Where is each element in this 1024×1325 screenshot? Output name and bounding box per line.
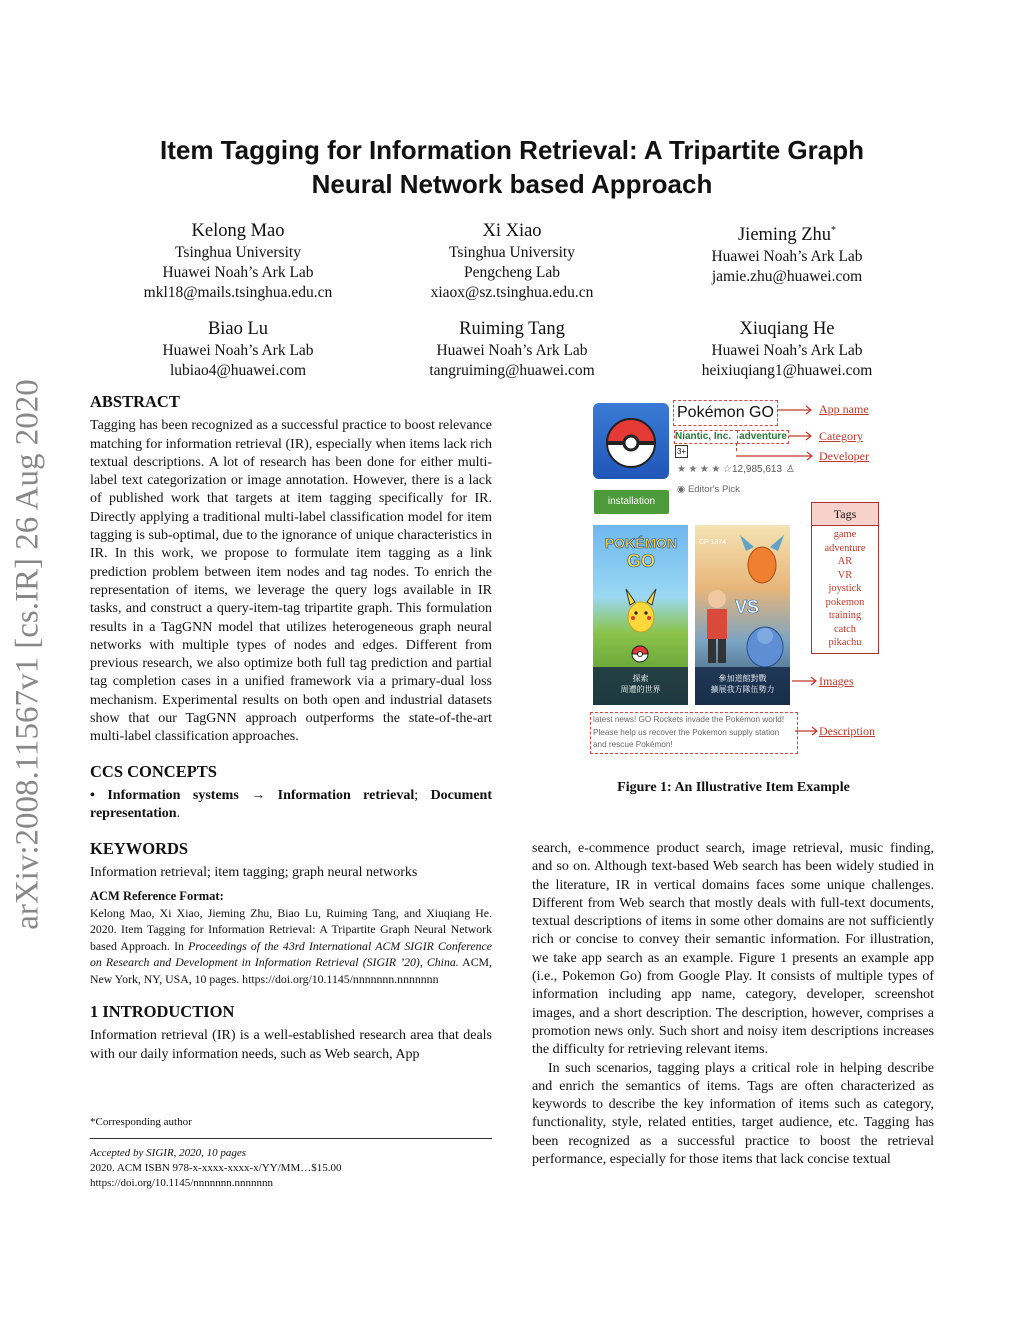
tag-item: training xyxy=(828,610,862,621)
author-affiliation: Huawei Noah’s Ark Lab xyxy=(711,342,863,359)
corresponding-mark: * xyxy=(831,225,836,236)
figure-caption: Figure 1: An Illustrative Item Example xyxy=(617,780,850,795)
author-name: Xi Xiao xyxy=(482,221,542,241)
tag-item: joystick xyxy=(828,583,862,594)
label-description: Description xyxy=(819,724,875,738)
author-affiliation: Tsinghua University xyxy=(175,244,301,261)
footnote-rule xyxy=(90,1138,492,1191)
author-affiliation: Tsinghua University xyxy=(449,244,575,261)
author-affiliation: Huawei Noah’s Ark Lab xyxy=(711,248,863,266)
author-affiliation: Pengcheng Lab xyxy=(464,264,560,281)
footnotes xyxy=(90,1115,492,1191)
label-category: Category xyxy=(819,429,863,443)
author-block xyxy=(108,219,368,303)
pokemon-go-logo: POKÉMON GO xyxy=(604,535,678,571)
corresponding-footnote: *Corresponding author xyxy=(90,1116,192,1128)
doi-note: https://doi.org/10.1145/nnnnnnn.nnnnnnn xyxy=(90,1177,274,1189)
author-name: Biao Lu xyxy=(207,319,269,339)
abstract-heading: ABSTRACT xyxy=(90,392,180,411)
author-affiliation: Huawei Noah’s Ark Lab xyxy=(162,342,314,359)
left-column xyxy=(90,393,492,1064)
author-name: Jieming Zhu* xyxy=(737,225,836,246)
author-block xyxy=(382,317,642,381)
tag-item: pokemon xyxy=(825,596,865,608)
intro-text-left: Information retrieval (IR) is a well-established research area that deals with our daily information needs, such as Web search, App xyxy=(90,1028,492,1062)
author-email: lubiao4@huawei.com xyxy=(169,362,307,379)
charizard-icon xyxy=(740,533,785,588)
tag-item: catch xyxy=(834,623,856,635)
combat-power-label: CP 1374 xyxy=(699,539,727,546)
blastoise-icon xyxy=(743,621,788,669)
developer-chip: Niantic, Inc. xyxy=(674,430,738,444)
author-block xyxy=(382,219,642,303)
arxiv-stamp: arXiv:2008.11567v1 [cs.IR] 26 Aug 2020 xyxy=(9,379,46,930)
author-name: Ruiming Tang xyxy=(459,319,565,339)
label-developer: Developer xyxy=(819,449,869,463)
author-block xyxy=(657,219,917,287)
tags-list xyxy=(812,526,878,650)
pikachu-icon xyxy=(621,587,661,637)
label-app-name: App name xyxy=(819,402,869,416)
age-rating-badge: 3+ xyxy=(676,447,687,456)
versus-label: VS xyxy=(735,597,760,617)
tag-item: AR xyxy=(837,556,853,567)
intro-paragraph-1: search, e-commence product search, image retrieval, music finding, and so on. Although text-based Web search has been widely studied in the literature, IR in vertical domains faces some unique challenges. Different from Web search that mostly deals with full-text documents, textual descriptions of items in some other domains are not sufficiently rich or concise to convey their semantic information. For illustration, we take app search as an example. Figure 1 presents an example app (i.e., Pokemon Go) from Google Play. It consists of multiple types of information including app name, category, developer, screenshot images, and a short description. The description, however, comprises a promotion news only. Such short and noisy item descriptions increases the difficulty for retrieving relevant items. xyxy=(532,841,934,1058)
screenshot-2-caption: 參加道館對戰 擴展我方隊伍勢力 xyxy=(695,667,790,705)
screenshot-2 xyxy=(695,525,790,705)
acm-ref-heading: ACM Reference Format: xyxy=(90,889,224,904)
author-email: jamie.zhu@huawei.com xyxy=(711,268,863,286)
images-arrow xyxy=(790,675,820,687)
pokeball-icon xyxy=(593,403,669,479)
author-block xyxy=(108,317,368,381)
title-line-1: Item Tagging for Information Retrieval: A Tripartite Graph xyxy=(160,135,864,165)
review-count: 12,985,613 xyxy=(732,464,783,475)
tag-item: pikachu xyxy=(828,637,862,648)
app-name-box: Pokémon GO xyxy=(673,400,778,426)
author-email: mkl18@mails.tsinghua.edu.cn xyxy=(143,284,333,301)
author-email: heixiuqiang1@huawei.com xyxy=(701,362,873,379)
description-box: latest news! GO Rockets invade the Pokémon world! Please help us recover the Pokemon supply station and rescue Pokémon! xyxy=(590,712,798,754)
ccs-heading: CCS CONCEPTS xyxy=(90,761,217,781)
description-arrow xyxy=(795,725,821,737)
title-line-2: Neural Network based Approach xyxy=(311,169,713,199)
trainer-icon xyxy=(699,587,735,665)
tags-title: Tags xyxy=(812,503,878,526)
keywords-text: Information retrieval; item tagging; graph neural networks xyxy=(90,864,418,880)
developer-arrow xyxy=(736,450,816,462)
intro-paragraph-2: In such scenarios, tagging plays a critical role in helping describe and enrich the semantics of items. Tags are often characterized as keywords to describe the key information of items such as category, functionality, style, related entities, target audience, etc. Tagging has been recognized as a successful practice to boost the retrieval performance, especially for those items that lack concise textual xyxy=(532,1060,934,1168)
accepted-note: Accepted by SIGIR, 2020, 10 pages xyxy=(90,1147,247,1159)
author-name: Kelong Mao xyxy=(191,221,285,241)
author-name: Xiuqiang He xyxy=(739,319,835,339)
author-email: tangruiming@huawei.com xyxy=(429,362,595,379)
tags-box xyxy=(811,502,879,654)
isbn-note: 2020. ACM ISBN 978-x-xxxx-xxxx-x/YY/MM…$15.00 xyxy=(90,1162,342,1174)
pokeball-small-icon xyxy=(631,645,649,663)
author-affiliation: Huawei Noah’s Ark Lab xyxy=(436,342,588,359)
app-icon xyxy=(593,403,669,479)
tag-item: adventure xyxy=(824,542,866,554)
screenshot-1-caption: 探索 周遭的世界 xyxy=(593,667,688,705)
tag-item: game xyxy=(833,529,857,540)
paper-title xyxy=(0,133,1024,201)
user-icon: ♙ xyxy=(786,464,795,475)
install-button[interactable]: installation xyxy=(594,490,669,514)
figure-1 xyxy=(585,398,885,758)
tag-item: VR xyxy=(837,569,853,581)
category-chip: adventure xyxy=(737,430,789,444)
screenshot-1 xyxy=(593,525,688,705)
acm-ref-text: Kelong Mao, Xi Xiao, Jieming Zhu, Biao Lu, Ruiming Tang, and Xiuqiang He. 2020. Item Tagging for Information Retrieval: A Tripartite Graph Neural Network based Approach. In Proceedings of the 43rd International ACM SIGIR Conference on Research and Development in Information Retrieval (SIGIR ’20), China. ACM, New York, NY, USA, 10 pages. https://doi.org/10.1145/nnnnnnn.nnnnnnn xyxy=(90,905,492,986)
author-block xyxy=(657,317,917,381)
ccs-concepts: • Information systems → Information retrieval; Document representation. xyxy=(90,787,492,822)
keywords-heading: KEYWORDS xyxy=(90,838,189,858)
intro-heading: 1 INTRODUCTION xyxy=(90,1002,235,1022)
editors-pick-label: ◉ Editor's Pick xyxy=(677,484,740,495)
abstract-text: Tagging has been recognized as a successful practice to boost relevance matching for information retrieval (IR), especially when items lack rich textual descriptions. A lot of research has been done for either multi-label text categorization or image annotation. However, there is a lack of published work that targets at item tagging specifically for IR. Directly applying a traditional multi-label classification model for item tagging is sub-optimal, due to the ignorance of unique characteristics in IR. In this work, we propose to formulate item tagging as a link prediction problem between item nodes and tag nodes. To enrich the representation of items, we leverage the query logs available in IR tasks, and construct a query-item-tag tripartite graph. This formulation results in a TagGNN model that utilizes heterogeneous graph neural networks with multiple types of nodes and edges. Different from previous research, we also optimize both full tag prediction and partial tag completion cases in a unified framework via a primary-dual loss mechanism. Experimental results on both open and industrial datasets show that our TagGNN approach outperforms the state-of-the-art multi-label classification approaches. xyxy=(90,418,492,745)
author-email: xiaox@sz.tsinghua.edu.cn xyxy=(430,284,594,301)
rating-stars: ★ ★ ★ ★ ☆ xyxy=(677,464,732,475)
author-affiliation: Huawei Noah’s Ark Lab xyxy=(162,264,314,281)
label-images: Images xyxy=(819,674,854,688)
right-column xyxy=(532,840,934,1169)
